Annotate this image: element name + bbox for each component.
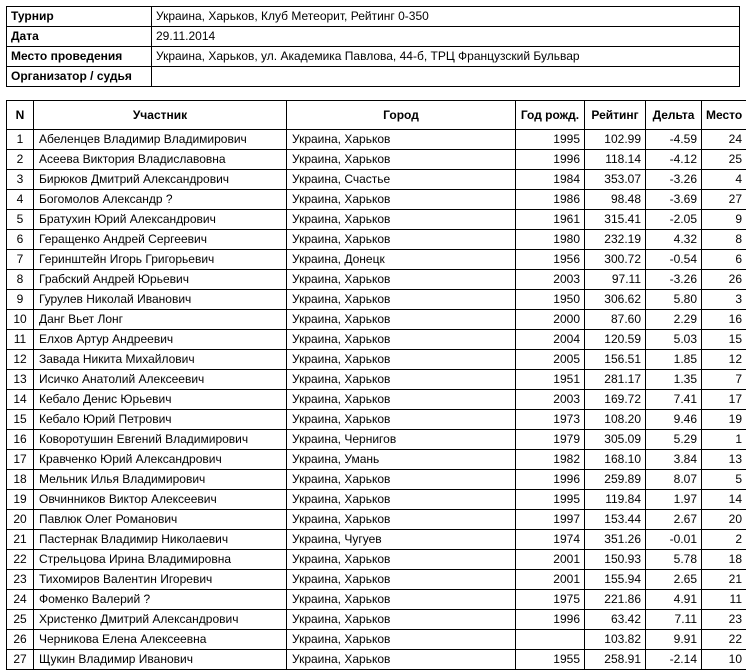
cell-birth-year: 1984 bbox=[516, 170, 585, 190]
table-row bbox=[7, 130, 746, 150]
cell-place: 18 bbox=[702, 550, 746, 570]
cell-birth-year: 1961 bbox=[516, 210, 585, 230]
cell-city: Украина, Харьков bbox=[287, 310, 516, 330]
cell-birth-year: 2005 bbox=[516, 350, 585, 370]
results-table bbox=[6, 100, 746, 670]
info-row bbox=[7, 67, 740, 87]
cell-place: 22 bbox=[702, 630, 746, 650]
info-row bbox=[7, 47, 740, 67]
cell-birth-year: 1996 bbox=[516, 150, 585, 170]
cell-delta: -2.14 bbox=[646, 650, 702, 670]
table-row bbox=[7, 590, 746, 610]
info-label: Турнир bbox=[7, 7, 152, 27]
table-row bbox=[7, 210, 746, 230]
cell-participant: Геринштейн Игорь Григорьевич bbox=[34, 250, 287, 270]
cell-participant: Христенко Дмитрий Александрович bbox=[34, 610, 287, 630]
cell-birth-year: 1995 bbox=[516, 490, 585, 510]
table-row bbox=[7, 190, 746, 210]
cell-delta: 3.84 bbox=[646, 450, 702, 470]
cell-rating: 315.41 bbox=[585, 210, 646, 230]
table-row bbox=[7, 470, 746, 490]
cell-city: Украина, Харьков bbox=[287, 410, 516, 430]
cell-city: Украина, Чернигов bbox=[287, 430, 516, 450]
cell-n: 2 bbox=[7, 150, 34, 170]
cell-city: Украина, Харьков bbox=[287, 470, 516, 490]
cell-city: Украина, Харьков bbox=[287, 510, 516, 530]
table-row bbox=[7, 530, 746, 550]
column-header-participant: Участник bbox=[34, 101, 287, 130]
table-row bbox=[7, 410, 746, 430]
cell-place: 9 bbox=[702, 210, 746, 230]
cell-birth-year: 2004 bbox=[516, 330, 585, 350]
cell-rating: 300.72 bbox=[585, 250, 646, 270]
cell-place: 25 bbox=[702, 150, 746, 170]
cell-place: 27 bbox=[702, 190, 746, 210]
cell-city: Украина, Харьков bbox=[287, 610, 516, 630]
cell-n: 16 bbox=[7, 430, 34, 450]
table-row bbox=[7, 230, 746, 250]
cell-birth-year: 1975 bbox=[516, 590, 585, 610]
cell-delta: -0.54 bbox=[646, 250, 702, 270]
cell-birth-year: 1996 bbox=[516, 610, 585, 630]
table-row bbox=[7, 290, 746, 310]
cell-place: 12 bbox=[702, 350, 746, 370]
cell-delta: -3.26 bbox=[646, 270, 702, 290]
cell-rating: 87.60 bbox=[585, 310, 646, 330]
cell-place: 6 bbox=[702, 250, 746, 270]
cell-n: 5 bbox=[7, 210, 34, 230]
cell-place: 17 bbox=[702, 390, 746, 410]
cell-place: 8 bbox=[702, 230, 746, 250]
cell-rating: 353.07 bbox=[585, 170, 646, 190]
cell-city: Украина, Харьков bbox=[287, 490, 516, 510]
cell-city: Украина, Харьков bbox=[287, 210, 516, 230]
cell-n: 22 bbox=[7, 550, 34, 570]
cell-delta: 1.97 bbox=[646, 490, 702, 510]
cell-birth-year: 1950 bbox=[516, 290, 585, 310]
table-row bbox=[7, 550, 746, 570]
cell-city: Украина, Умань bbox=[287, 450, 516, 470]
cell-delta: 5.78 bbox=[646, 550, 702, 570]
cell-delta: 9.91 bbox=[646, 630, 702, 650]
table-row bbox=[7, 450, 746, 470]
cell-delta: 5.29 bbox=[646, 430, 702, 450]
cell-city: Украина, Чугуев bbox=[287, 530, 516, 550]
table-row bbox=[7, 370, 746, 390]
cell-rating: 221.86 bbox=[585, 590, 646, 610]
cell-city: Украина, Харьков bbox=[287, 130, 516, 150]
cell-rating: 97.11 bbox=[585, 270, 646, 290]
cell-n: 15 bbox=[7, 410, 34, 430]
cell-n: 12 bbox=[7, 350, 34, 370]
cell-city: Украина, Харьков bbox=[287, 570, 516, 590]
column-header-city: Город bbox=[287, 101, 516, 130]
cell-delta: 9.46 bbox=[646, 410, 702, 430]
cell-n: 1 bbox=[7, 130, 34, 150]
cell-delta: 2.29 bbox=[646, 310, 702, 330]
cell-place: 16 bbox=[702, 310, 746, 330]
cell-place: 5 bbox=[702, 470, 746, 490]
table-row bbox=[7, 650, 746, 670]
cell-city: Украина, Харьков bbox=[287, 290, 516, 310]
cell-city: Украина, Донецк bbox=[287, 250, 516, 270]
cell-participant: Асеева Виктория Владиславовна bbox=[34, 150, 287, 170]
cell-delta: -3.26 bbox=[646, 170, 702, 190]
cell-place: 4 bbox=[702, 170, 746, 190]
cell-place: 15 bbox=[702, 330, 746, 350]
cell-n: 8 bbox=[7, 270, 34, 290]
cell-n: 3 bbox=[7, 170, 34, 190]
cell-place: 7 bbox=[702, 370, 746, 390]
cell-participant: Мельник Илья Владимирович bbox=[34, 470, 287, 490]
column-header-place: Место bbox=[702, 101, 746, 130]
cell-rating: 156.51 bbox=[585, 350, 646, 370]
cell-place: 26 bbox=[702, 270, 746, 290]
cell-place: 19 bbox=[702, 410, 746, 430]
cell-participant: Геращенко Андрей Сергеевич bbox=[34, 230, 287, 250]
info-label: Место проведения bbox=[7, 47, 152, 67]
cell-rating: 351.26 bbox=[585, 530, 646, 550]
cell-birth-year: 2003 bbox=[516, 270, 585, 290]
cell-participant: Завада Никита Михайлович bbox=[34, 350, 287, 370]
table-row bbox=[7, 490, 746, 510]
cell-birth-year: 1979 bbox=[516, 430, 585, 450]
table-row bbox=[7, 270, 746, 290]
cell-participant: Грабский Андрей Юрьевич bbox=[34, 270, 287, 290]
cell-delta: 2.67 bbox=[646, 510, 702, 530]
column-header-rating: Рейтинг bbox=[585, 101, 646, 130]
cell-city: Украина, Харьков bbox=[287, 550, 516, 570]
cell-n: 14 bbox=[7, 390, 34, 410]
cell-place: 1 bbox=[702, 430, 746, 450]
cell-place: 23 bbox=[702, 610, 746, 630]
cell-place: 21 bbox=[702, 570, 746, 590]
cell-n: 23 bbox=[7, 570, 34, 590]
info-value: 29.11.2014 bbox=[152, 27, 740, 47]
cell-delta: -0.01 bbox=[646, 530, 702, 550]
cell-delta: -4.59 bbox=[646, 130, 702, 150]
cell-place: 3 bbox=[702, 290, 746, 310]
cell-birth-year: 1956 bbox=[516, 250, 585, 270]
table-row bbox=[7, 570, 746, 590]
cell-participant: Исичко Анатолий Алексеевич bbox=[34, 370, 287, 390]
cell-rating: 150.93 bbox=[585, 550, 646, 570]
cell-delta: 7.11 bbox=[646, 610, 702, 630]
cell-participant: Абеленцев Владимир Владимирович bbox=[34, 130, 287, 150]
cell-n: 9 bbox=[7, 290, 34, 310]
cell-birth-year: 1980 bbox=[516, 230, 585, 250]
cell-participant: Кебало Юрий Петрович bbox=[34, 410, 287, 430]
cell-participant: Братухин Юрий Александрович bbox=[34, 210, 287, 230]
cell-birth-year: 2000 bbox=[516, 310, 585, 330]
cell-participant: Черникова Елена Алексеевна bbox=[34, 630, 287, 650]
cell-city: Украина, Харьков bbox=[287, 390, 516, 410]
cell-participant: Гурулев Николай Иванович bbox=[34, 290, 287, 310]
cell-n: 25 bbox=[7, 610, 34, 630]
cell-rating: 305.09 bbox=[585, 430, 646, 450]
cell-place: 10 bbox=[702, 650, 746, 670]
cell-participant: Бирюков Дмитрий Александрович bbox=[34, 170, 287, 190]
cell-city: Украина, Харьков bbox=[287, 650, 516, 670]
cell-n: 17 bbox=[7, 450, 34, 470]
cell-delta: 5.80 bbox=[646, 290, 702, 310]
info-value bbox=[152, 67, 740, 87]
cell-city: Украина, Харьков bbox=[287, 230, 516, 250]
cell-birth-year: 1974 bbox=[516, 530, 585, 550]
cell-rating: 306.62 bbox=[585, 290, 646, 310]
cell-rating: 155.94 bbox=[585, 570, 646, 590]
column-header-birth-year: Год рожд. bbox=[516, 101, 585, 130]
table-row bbox=[7, 510, 746, 530]
column-header-n: N bbox=[7, 101, 34, 130]
cell-n: 27 bbox=[7, 650, 34, 670]
table-row bbox=[7, 330, 746, 350]
cell-n: 20 bbox=[7, 510, 34, 530]
cell-delta: -3.69 bbox=[646, 190, 702, 210]
cell-rating: 232.19 bbox=[585, 230, 646, 250]
cell-birth-year: 1973 bbox=[516, 410, 585, 430]
cell-city: Украина, Харьков bbox=[287, 630, 516, 650]
table-row bbox=[7, 170, 746, 190]
cell-place: 13 bbox=[702, 450, 746, 470]
cell-delta: 4.32 bbox=[646, 230, 702, 250]
cell-place: 14 bbox=[702, 490, 746, 510]
cell-n: 11 bbox=[7, 330, 34, 350]
cell-birth-year: 1955 bbox=[516, 650, 585, 670]
cell-n: 18 bbox=[7, 470, 34, 490]
cell-delta: 7.41 bbox=[646, 390, 702, 410]
cell-n: 4 bbox=[7, 190, 34, 210]
cell-n: 10 bbox=[7, 310, 34, 330]
cell-place: 2 bbox=[702, 530, 746, 550]
cell-n: 24 bbox=[7, 590, 34, 610]
cell-place: 24 bbox=[702, 130, 746, 150]
cell-rating: 281.17 bbox=[585, 370, 646, 390]
cell-rating: 120.59 bbox=[585, 330, 646, 350]
info-row bbox=[7, 27, 740, 47]
info-value: Украина, Харьков, ул. Академика Павлова, 44-б, ТРЦ Французский Бульвар bbox=[152, 47, 740, 67]
cell-n: 13 bbox=[7, 370, 34, 390]
table-row bbox=[7, 250, 746, 270]
cell-participant: Стрельцова Ирина Владимировна bbox=[34, 550, 287, 570]
cell-rating: 118.14 bbox=[585, 150, 646, 170]
cell-participant: Данг Вьет Лонг bbox=[34, 310, 287, 330]
cell-n: 21 bbox=[7, 530, 34, 550]
cell-delta: 5.03 bbox=[646, 330, 702, 350]
cell-place: 20 bbox=[702, 510, 746, 530]
cell-rating: 119.84 bbox=[585, 490, 646, 510]
cell-n: 7 bbox=[7, 250, 34, 270]
cell-city: Украина, Харьков bbox=[287, 370, 516, 390]
cell-participant: Щукин Владимир Иванович bbox=[34, 650, 287, 670]
cell-rating: 63.42 bbox=[585, 610, 646, 630]
cell-delta: -2.05 bbox=[646, 210, 702, 230]
cell-birth-year: 1996 bbox=[516, 470, 585, 490]
cell-delta: 4.91 bbox=[646, 590, 702, 610]
cell-birth-year: 1995 bbox=[516, 130, 585, 150]
cell-participant: Кебало Денис Юрьевич bbox=[34, 390, 287, 410]
cell-rating: 168.10 bbox=[585, 450, 646, 470]
cell-birth-year: 1951 bbox=[516, 370, 585, 390]
cell-rating: 108.20 bbox=[585, 410, 646, 430]
table-row bbox=[7, 430, 746, 450]
cell-rating: 103.82 bbox=[585, 630, 646, 650]
info-label: Дата bbox=[7, 27, 152, 47]
cell-birth-year bbox=[516, 630, 585, 650]
cell-delta: 8.07 bbox=[646, 470, 702, 490]
table-row bbox=[7, 610, 746, 630]
cell-city: Украина, Харьков bbox=[287, 270, 516, 290]
info-row bbox=[7, 7, 740, 27]
table-row bbox=[7, 150, 746, 170]
cell-city: Украина, Счастье bbox=[287, 170, 516, 190]
tournament-info-table bbox=[6, 6, 740, 87]
cell-rating: 169.72 bbox=[585, 390, 646, 410]
cell-city: Украина, Харьков bbox=[287, 350, 516, 370]
table-row bbox=[7, 350, 746, 370]
cell-delta: -4.12 bbox=[646, 150, 702, 170]
cell-rating: 102.99 bbox=[585, 130, 646, 150]
cell-participant: Тихомиров Валентин Игоревич bbox=[34, 570, 287, 590]
cell-participant: Елхов Артур Андреевич bbox=[34, 330, 287, 350]
cell-n: 26 bbox=[7, 630, 34, 650]
table-row bbox=[7, 310, 746, 330]
cell-participant: Павлюк Олег Романович bbox=[34, 510, 287, 530]
cell-city: Украина, Харьков bbox=[287, 330, 516, 350]
cell-participant: Фоменко Валерий ? bbox=[34, 590, 287, 610]
cell-birth-year: 1986 bbox=[516, 190, 585, 210]
column-header-delta: Дельта bbox=[646, 101, 702, 130]
cell-rating: 98.48 bbox=[585, 190, 646, 210]
cell-birth-year: 2001 bbox=[516, 570, 585, 590]
cell-birth-year: 2003 bbox=[516, 390, 585, 410]
info-value: Украина, Харьков, Клуб Метеорит, Рейтинг 0-350 bbox=[152, 7, 740, 27]
cell-place: 11 bbox=[702, 590, 746, 610]
cell-participant: Овчинников Виктор Алексеевич bbox=[34, 490, 287, 510]
cell-delta: 2.65 bbox=[646, 570, 702, 590]
cell-rating: 259.89 bbox=[585, 470, 646, 490]
table-row bbox=[7, 630, 746, 650]
cell-city: Украина, Харьков bbox=[287, 150, 516, 170]
cell-participant: Пастернак Владимир Николаевич bbox=[34, 530, 287, 550]
cell-birth-year: 1997 bbox=[516, 510, 585, 530]
cell-birth-year: 2001 bbox=[516, 550, 585, 570]
cell-city: Украина, Харьков bbox=[287, 190, 516, 210]
results-header-row bbox=[7, 101, 746, 130]
cell-rating: 258.91 bbox=[585, 650, 646, 670]
cell-delta: 1.35 bbox=[646, 370, 702, 390]
cell-participant: Коворотушин Евгений Владимирович bbox=[34, 430, 287, 450]
cell-n: 19 bbox=[7, 490, 34, 510]
cell-rating: 153.44 bbox=[585, 510, 646, 530]
info-label: Организатор / судья bbox=[7, 67, 152, 87]
cell-birth-year: 1982 bbox=[516, 450, 585, 470]
table-row bbox=[7, 390, 746, 410]
cell-delta: 1.85 bbox=[646, 350, 702, 370]
cell-city: Украина, Харьков bbox=[287, 590, 516, 610]
cell-n: 6 bbox=[7, 230, 34, 250]
cell-participant: Богомолов Александр ? bbox=[34, 190, 287, 210]
cell-participant: Кравченко Юрий Александрович bbox=[34, 450, 287, 470]
